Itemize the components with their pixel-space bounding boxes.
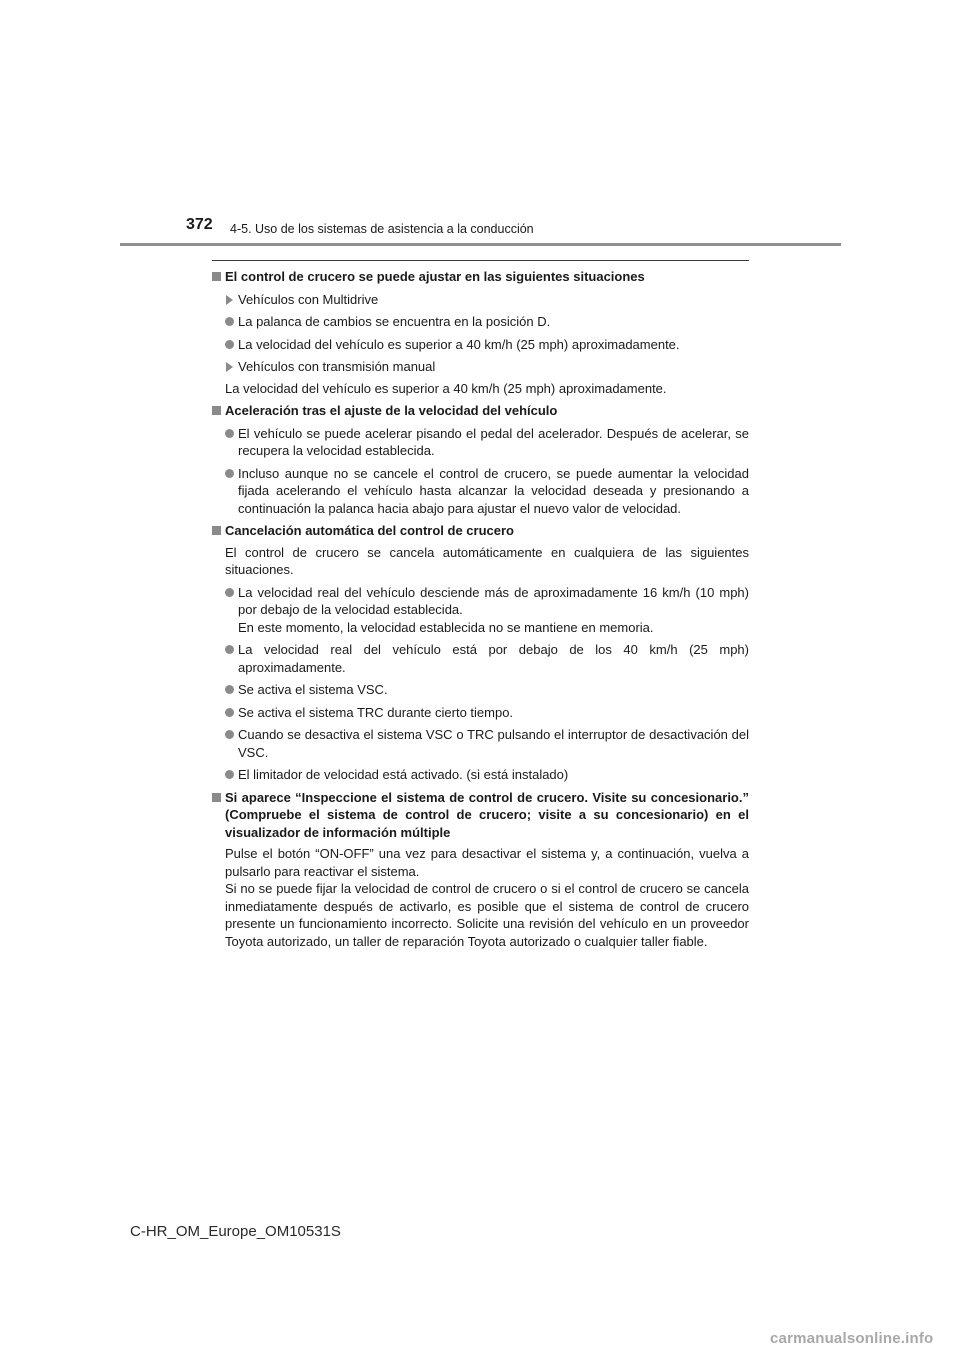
section-heading [212,522,749,540]
item-text: Incluso aunque no se cancele el control de crucero, se puede aumentar la velocidad fijada acelerando el vehículo hasta alcanzar la velocidad deseada y presionando a continuación la palanca hacia abajo para ajustar el nuevo valor de velocidad. [238,465,749,516]
condition-label [212,358,749,376]
circle-bullet-icon [225,685,234,694]
section-heading-text: Si aparece “Inspeccione el sistema de control de crucero. Visite su concesionario.” (Compruebe el sistema de control de crucero; visite a su concesionario) en el visualizador de información múltiple [225,789,749,840]
section-heading-text: Cancelación automática del control de crucero [225,523,514,538]
item-text: Se activa el sistema TRC durante cierto tiempo. [238,704,514,720]
condition-label [212,291,749,309]
circle-bullet-icon [225,730,234,739]
item-text: Se activa el sistema VSC. [238,682,388,697]
bullet-item [212,681,749,699]
section-heading [212,402,749,420]
square-bullet-icon [212,526,221,535]
paragraph [212,544,749,579]
triangle-bullet-icon [226,295,233,305]
bullet-item [212,641,749,676]
item-text: La velocidad del vehículo es superior a 40 km/h (25 mph) aproximadamente. [225,380,667,396]
bullet-item [212,766,749,784]
item-text: La velocidad real del vehículo está por debajo de los 40 km/h (25 mph) aproximadamente. [238,642,749,675]
square-bullet-icon [212,406,221,415]
circle-bullet-icon [225,645,234,654]
section-2 [212,522,749,784]
bullet-item [212,313,749,331]
section-heading-text: El control de crucero se puede ajustar en las siguientes situaciones [225,269,645,284]
circle-bullet-icon [225,469,234,478]
item-text: La velocidad del vehículo es superior a 40 km/h (25 mph) aproximadamente. [238,336,680,352]
page-number: 372 [186,216,213,233]
section-title: 4-5. Uso de los sistemas de asistencia a la conducción [230,222,534,236]
item-text: Vehículos con Multidrive [238,291,379,307]
triangle-bullet-icon [226,362,233,372]
manual-content [212,268,749,955]
watermark: carmanualsonline.info [770,1330,934,1347]
bullet-item [212,465,749,518]
item-text: La palanca de cambios se encuentra en la posición D. [238,314,551,329]
paragraph [212,845,749,950]
item-text: Cuando se desactiva el sistema VSC o TRC pulsando el interruptor de desactivación del VSC. [238,727,749,760]
circle-bullet-icon [225,708,234,717]
item-text: El vehículo se puede acelerar pisando el pedal del acelerador. Después de acelerar, se recupera la velocidad establecida. [238,425,749,458]
paragraph [212,380,749,398]
item-text: Vehículos con transmisión manual [238,359,436,374]
square-bullet-icon [212,272,221,281]
circle-bullet-icon [225,317,234,326]
circle-bullet-icon [225,340,234,349]
bullet-item [212,584,749,637]
section-heading [212,268,749,286]
bullet-item [212,704,749,722]
header-divider [120,243,841,246]
item-text: La velocidad real del vehículo desciende más de aproximadamente 16 km/h (10 mph) por debajo de la velocidad establecida. En este momento, la velocidad establecida no se mantiene en memoria. [238,584,749,635]
document-code: C-HR_OM_Europe_OM10531S [130,1223,341,1240]
section-0 [212,268,749,397]
bullet-item [212,336,749,354]
bullet-item [212,425,749,460]
section-heading [212,789,749,842]
section-1 [212,402,749,517]
square-bullet-icon [212,793,221,802]
section-heading-text: Aceleración tras el ajuste de la velocidad del vehículo [225,403,558,418]
section-3 [212,789,749,951]
item-text: El limitador de velocidad está activado. (si está instalado) [238,767,569,782]
bullet-item [212,726,749,761]
circle-bullet-icon [225,770,234,779]
circle-bullet-icon [225,588,234,597]
content-divider [212,260,749,261]
item-text: Pulse el botón “ON-OFF” una vez para desactivar el sistema y, a continuación, vuelva a pulsarlo para reactivar el sistema. Si no se puede fijar la velocidad de control de crucero o si el control de crucero se cancela inmediatamente después de activarlo, es posible que el sistema de control de crucero presente un funcionamiento incorrecto. Solicite una revisión del vehículo en un proveedor Toyota autorizado, un taller de reparación Toyota autorizado o cualquier taller fiable. [225,846,749,949]
circle-bullet-icon [225,429,234,438]
item-text: El control de crucero se cancela automáticamente en cualquiera de las siguientes situaciones. [225,544,749,577]
